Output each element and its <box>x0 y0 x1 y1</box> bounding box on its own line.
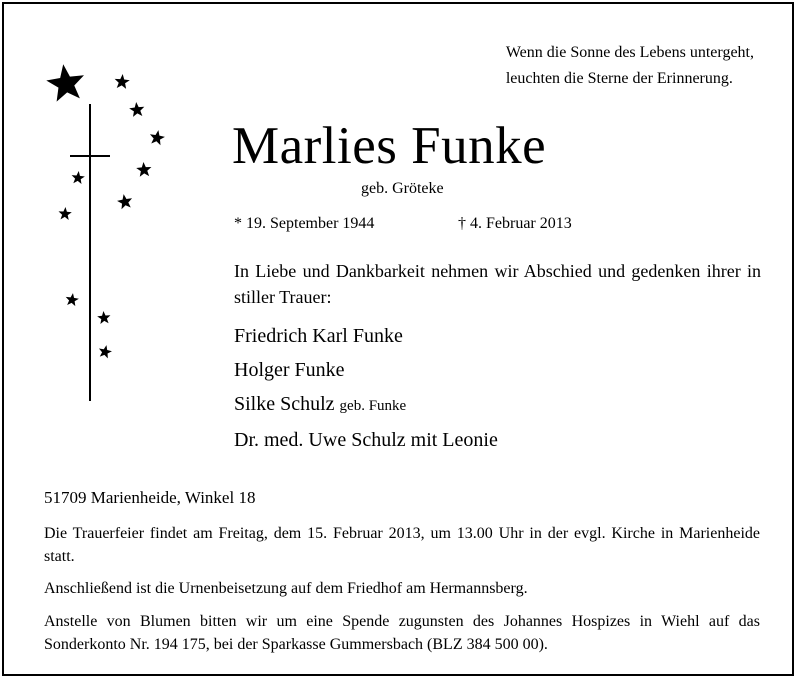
burial-info: Anschließend ist die Urnenbeisetzung auf dem Friedhof am Hermannsberg. <box>44 580 528 597</box>
mourner-name: Holger Funke <box>234 359 345 381</box>
star-icon <box>99 345 112 358</box>
star-icon <box>150 130 165 145</box>
motto <box>506 40 754 92</box>
star-icon <box>66 293 79 306</box>
star-icon <box>115 74 130 89</box>
star-icon <box>46 64 84 101</box>
star-icon <box>97 311 110 324</box>
mourner-name: Friedrich Karl Funke <box>234 325 403 347</box>
motto-line-1: Wenn die Sonne des Lebens untergeht, <box>505 44 754 61</box>
motto-line-2: leuchten die Sterne der Erinnerung. <box>505 70 733 87</box>
star-icon <box>129 102 144 117</box>
funeral-info: Die Trauerfeier findet am Freitag, dem 15. Februar 2013, um 13.00 Uhr in der evgl. Kirche in Marienheide statt. <box>44 525 760 565</box>
mourner-name: Silke Schulz <box>234 393 335 415</box>
mourner-item <box>234 423 498 457</box>
mourner-note: geb. Funke <box>339 398 407 414</box>
maiden-name: geb. Gröteke <box>361 180 444 197</box>
deceased-name: Marlies Funke <box>232 117 547 175</box>
star-icon <box>59 207 72 220</box>
star-icon <box>136 162 151 177</box>
intro-text: In Liebe und Dankbarkeit nehmen wir Abschied und gedenken ihrer in stiller Trauer: <box>234 261 761 307</box>
mourners-list <box>234 319 498 457</box>
cross-icon <box>70 104 110 401</box>
birth-date: * 19. September 1944 <box>234 215 375 232</box>
mourner-item <box>234 387 498 423</box>
donation-info: Anstelle von Blumen bitten wir um eine Spende zugunsten des Johannes Hospizes in Wiehl auf das Sonderkonto Nr. 194 175, bei der Sparkasse Gummersbach (BLZ 384 500 00). <box>44 613 760 653</box>
address: 51709 Marienheide, Winkel 18 <box>44 488 256 507</box>
mourner-item <box>234 319 498 353</box>
star-icon <box>46 64 165 358</box>
star-icon <box>72 171 85 184</box>
death-date: † 4. Februar 2013 <box>458 215 572 232</box>
mourner-name: Dr. med. Uwe Schulz mit Leonie <box>234 429 498 451</box>
obituary-card <box>2 2 794 676</box>
cross-and-stars-art <box>38 56 178 416</box>
star-icon <box>117 194 132 209</box>
mourner-item <box>234 353 498 387</box>
